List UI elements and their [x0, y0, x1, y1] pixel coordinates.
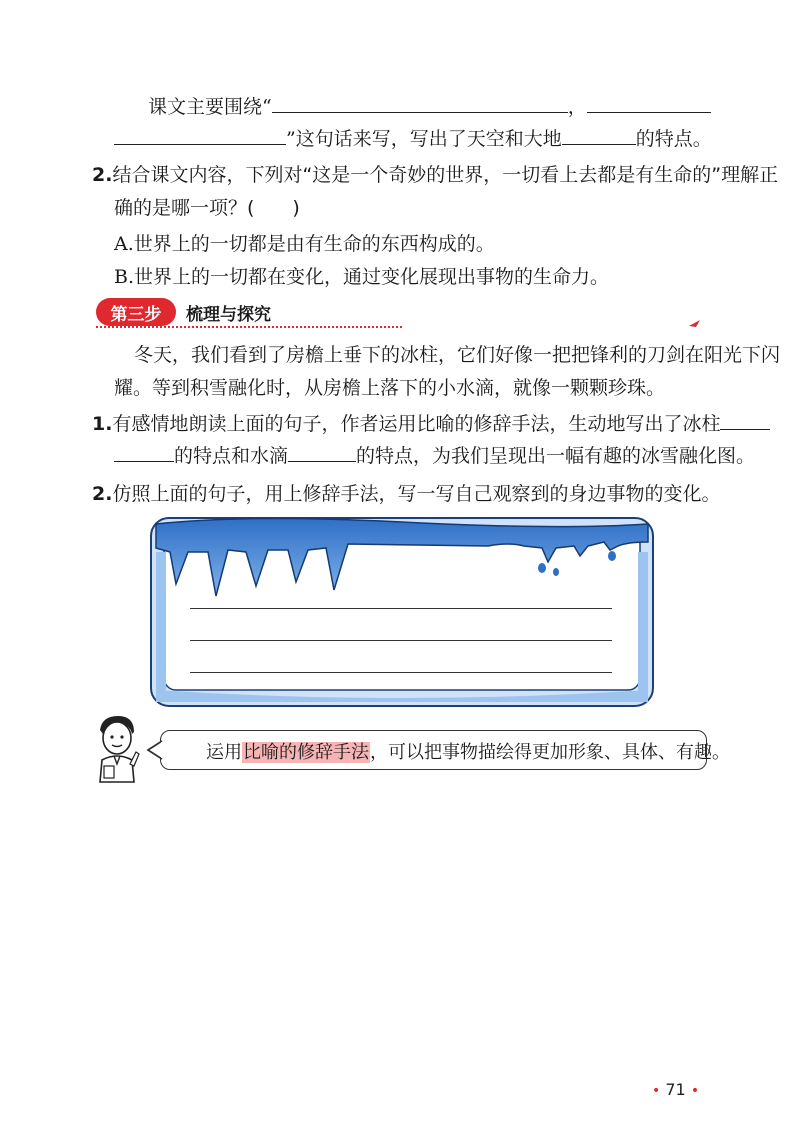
- water-drop-blank[interactable]: [288, 442, 356, 462]
- question-3-1-text-2b: 的特点，为我们呈现出一幅有趣的冰雪融化图。: [356, 445, 756, 467]
- intro-line1-prefix: 课文主要围绕“: [148, 96, 272, 118]
- intro-blank-3[interactable]: [114, 125, 286, 145]
- question-2-number: 2.: [92, 164, 113, 186]
- writing-line-1[interactable]: [190, 608, 612, 609]
- question-3-1-text-2a: 的特点和水滴: [174, 445, 289, 467]
- question-3-2: [92, 479, 720, 506]
- question-3-1-text-1: 有感情地朗读上面的句子，作者运用比喻的修辞手法，生动地写出了冰柱: [112, 413, 721, 435]
- tip-highlight: 比喻的修辞手法: [243, 742, 369, 763]
- question-3-1-number: 1.: [92, 413, 113, 435]
- question-2-line-2: 确的是哪一项？( ): [114, 197, 300, 219]
- intro-line-2: [114, 124, 712, 151]
- tip-suffix: ，可以把事物描绘得更加形象、具体、有趣。: [370, 742, 730, 763]
- icicle-feature-blank-2[interactable]: [114, 442, 174, 462]
- intro-blank-2[interactable]: [587, 93, 711, 113]
- question-3-2-number: 2.: [92, 483, 113, 505]
- question-3-2-text: 仿照上面的句子，用上修辞手法，写一写自己观察到的身边事物的变化。: [112, 483, 721, 505]
- step-badge: 第三步: [96, 298, 176, 326]
- boy-character-icon: [86, 712, 148, 784]
- writing-line-2[interactable]: [190, 640, 612, 641]
- bubble-tail-icon: [146, 740, 164, 760]
- page-number: • 71 •: [652, 1080, 700, 1099]
- corner-mark-icon: [688, 318, 702, 328]
- intro-blank-1[interactable]: [272, 93, 568, 113]
- writing-line-3[interactable]: [190, 672, 612, 673]
- question-3-1-line-1: [92, 409, 770, 436]
- question-2-line-1: [92, 160, 778, 187]
- page-number-value: 71: [665, 1080, 686, 1099]
- passage-line-1: 冬天，我们看到了房檐上垂下的冰柱，它们好像一把把锋利的刀剑在阳光下闪: [134, 344, 781, 366]
- intro-line2-end: 的特点。: [635, 128, 712, 150]
- option-a[interactable]: A.世界上的一切都是由有生命的东西构成的。: [114, 233, 495, 255]
- question-2-text-1: 结合课文内容，下列对“这是一个奇妙的世界，一切看上去都是有生命的”理解正: [112, 164, 779, 186]
- ice-frame-icon: [148, 512, 656, 710]
- intro-line2-mid: ”这句话来写，写出了天空和大地: [286, 128, 562, 150]
- question-3-1-line-2: [114, 441, 755, 468]
- step-title: 梳理与探究: [186, 305, 271, 325]
- tip-prefix: 运用: [206, 742, 242, 763]
- icicle-feature-blank-1[interactable]: [720, 410, 770, 430]
- option-b[interactable]: B.世界上的一切都在变化，通过变化展现出事物的生命力。: [114, 266, 610, 288]
- tip-text: [206, 738, 730, 764]
- passage-line-2: 耀。等到积雪融化时，从房檐上落下的小水滴，就像一颗颗珍珠。: [114, 377, 666, 399]
- intro-blank-4[interactable]: [562, 125, 636, 145]
- intro-line-1: 课文主要围绕“ ，: [148, 92, 711, 119]
- step-divider: [96, 326, 402, 328]
